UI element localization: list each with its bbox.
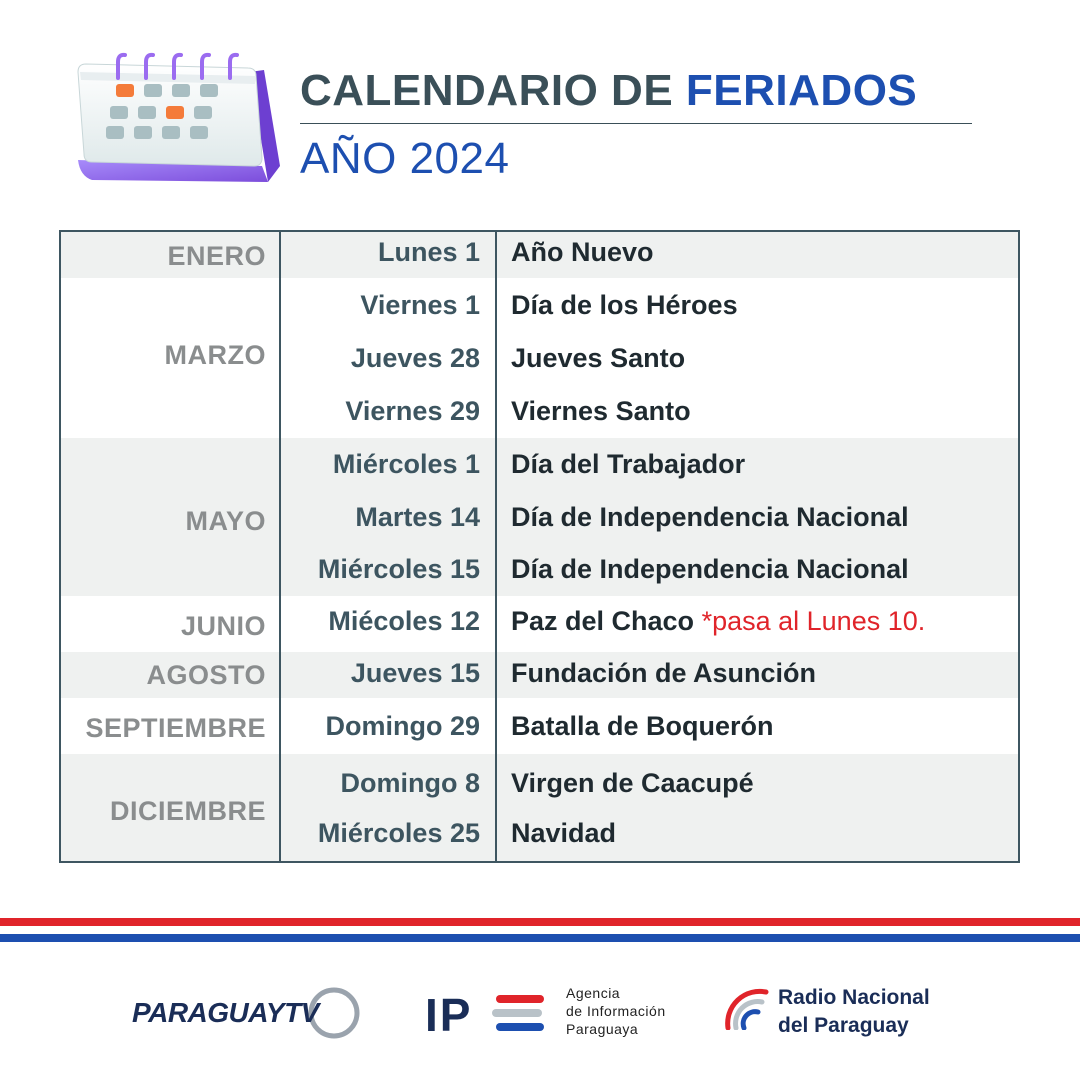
- holiday-name: Navidad: [511, 818, 617, 848]
- title-divider: [300, 123, 972, 124]
- day-label: Domingo 8: [340, 768, 480, 798]
- paraguay-tv-wordmark: [132, 997, 319, 1029]
- calendar-icon: [72, 48, 284, 190]
- holiday-name: Año Nuevo: [511, 237, 654, 267]
- month-label: SEPTIEMBRE: [85, 713, 266, 743]
- paraguay-tv-logo: [132, 985, 362, 1045]
- ip-agency-line: Agencia: [566, 985, 621, 1001]
- radio-name-line: del Paraguay: [778, 1014, 909, 1037]
- title-part-2: FERIADOS: [685, 66, 918, 115]
- column-divider: [279, 232, 281, 861]
- paraguay-tv-part-1: PARAGUAY: [132, 997, 285, 1028]
- holiday-name: Día de Independencia Nacional: [511, 554, 909, 584]
- month-label: DICIEMBRE: [109, 796, 266, 826]
- white-stripe: [0, 926, 1080, 934]
- day-label: Lunes 1: [377, 237, 480, 267]
- month-label: MAYO: [185, 506, 266, 536]
- holiday-name-text: Paz del Chaco: [511, 606, 695, 636]
- holiday-name: Viernes Santo: [511, 396, 691, 426]
- month-label: MARZO: [164, 340, 266, 370]
- page-subtitle: AÑO 2024: [300, 134, 510, 183]
- month-label: ENERO: [167, 241, 266, 271]
- title-part-1: CALENDARIO DE: [300, 66, 674, 115]
- holiday-name: Virgen de Caacupé: [511, 768, 754, 798]
- blue-stripe: [0, 934, 1080, 942]
- holiday-name: Día del Trabajador: [511, 449, 746, 479]
- day-label: Miécoles 12: [328, 606, 480, 636]
- radio-nacional-name: [778, 984, 930, 1040]
- day-label: Miércoles 15: [317, 554, 480, 584]
- day-label: Domingo 29: [325, 711, 480, 741]
- holiday-name: Jueves Santo: [511, 343, 686, 373]
- column-divider: [495, 232, 497, 861]
- day-label: Viernes 29: [345, 396, 480, 426]
- ip-agency-line: Paraguaya: [566, 1021, 639, 1037]
- day-label: Miércoles 25: [317, 818, 480, 848]
- holiday-name: Fundación de Asunción: [511, 658, 817, 688]
- month-label: AGOSTO: [146, 660, 266, 690]
- holiday-name: Día de Independencia Nacional: [511, 502, 909, 532]
- page-title: [300, 66, 917, 116]
- paraguay-tv-part-2: TV: [284, 997, 319, 1028]
- month-label: JUNIO: [180, 611, 266, 641]
- ip-logo-mark: IP: [425, 989, 473, 1041]
- red-stripe: [0, 918, 1080, 926]
- holidays-table: [59, 230, 1020, 863]
- ip-agency-name: [566, 984, 666, 1038]
- day-label: Miércoles 1: [332, 449, 480, 479]
- holiday-name: [511, 608, 925, 635]
- ip-agency-line: de Información: [566, 1003, 666, 1019]
- holiday-name: Día de los Héroes: [511, 290, 738, 320]
- day-label: Jueves 28: [350, 343, 480, 373]
- day-label: Martes 14: [355, 502, 480, 532]
- radio-signal-icon: [722, 984, 772, 1030]
- holiday-note: *pasa al Lunes 10.: [701, 606, 926, 636]
- day-label: Viernes 1: [360, 290, 480, 320]
- day-label: Jueves 15: [350, 658, 480, 688]
- radio-name-line: Radio Nacional: [778, 986, 930, 1009]
- ip-flag-bars-icon: [492, 993, 546, 1033]
- holiday-name: Batalla de Boquerón: [511, 711, 774, 741]
